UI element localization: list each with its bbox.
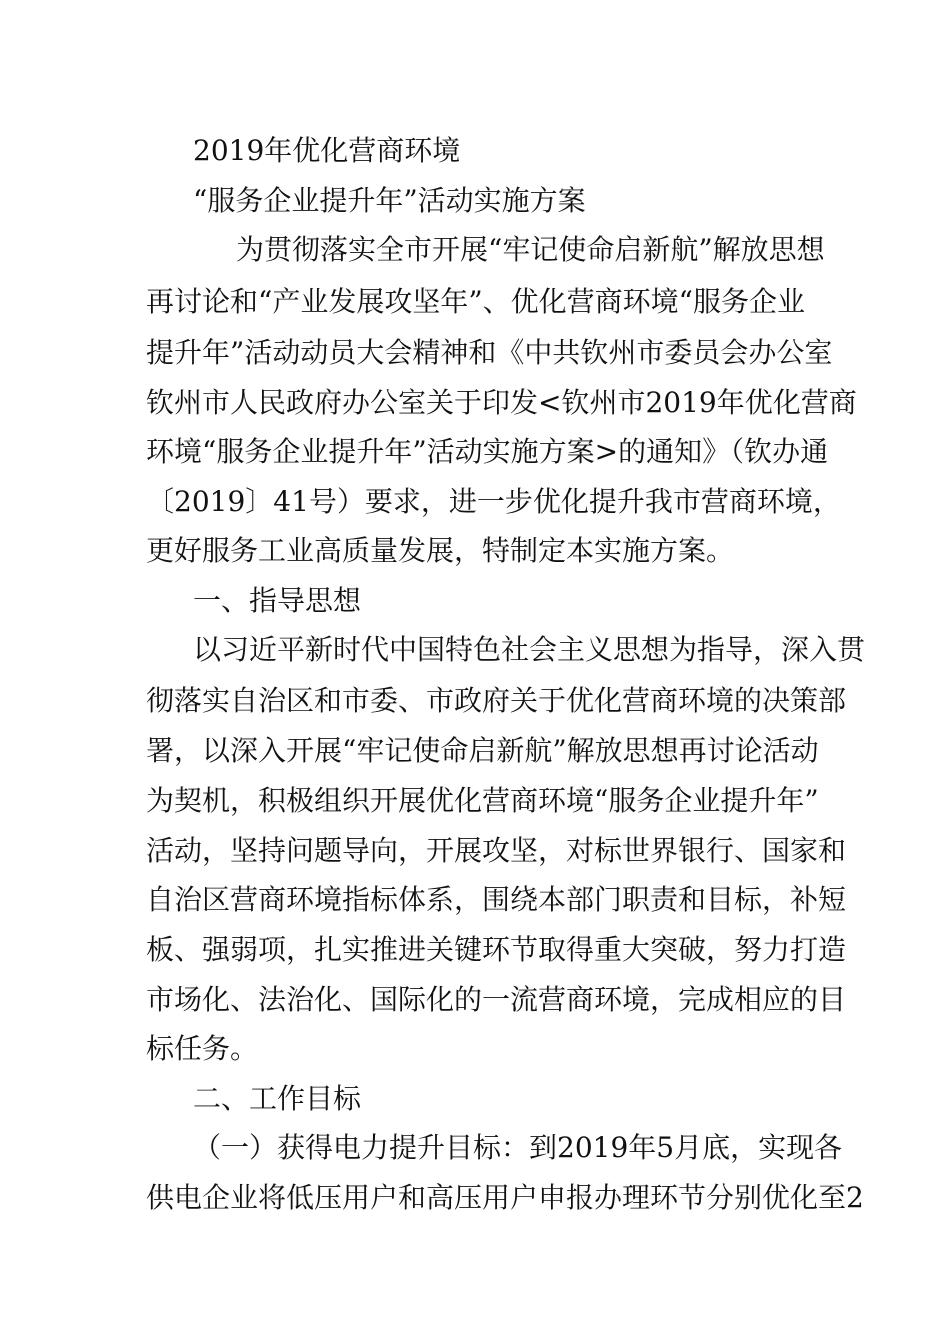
intro-line: 环境“服务企业提升年”活动实施方案>的通知》（钦办通 <box>146 435 829 468</box>
section1-line: 板、强弱项，扎实推进关键环节取得重大突破，努力打造 <box>146 933 847 966</box>
section1-line: 标任务。 <box>146 1032 259 1065</box>
intro-line: 为贯彻落实全市开展“牢记使命启新航”解放思想 <box>236 233 825 266</box>
intro-line: 提升年”活动动员大会精神和《中共钦州市委员会办公室 <box>146 336 833 369</box>
section1-line: 彻落实自治区和市委、市政府关于优化营商环境的决策部 <box>146 684 847 717</box>
title-line-2: “服务企业提升年”活动实施方案 <box>193 184 586 217</box>
intro-line: 更好服务工业高质量发展，特制定本实施方案。 <box>146 534 735 567</box>
section-heading-work-goals: 二、工作目标 <box>193 1082 362 1115</box>
section1-line: 市场化、法治化、国际化的一流营商环境，完成相应的目 <box>146 983 847 1016</box>
intro-line: 〔2019〕41号）要求，进一步优化提升我市营商环境， <box>146 485 841 518</box>
section1-line: 署，以深入开展“牢记使命启新航”解放思想再讨论活动 <box>146 734 819 767</box>
intro-line: 再讨论和“产业发展攻坚年”、优化营商环境“服务企业 <box>146 285 805 318</box>
section2-line: 供电企业将低压用户和高压用户申报办理环节分别优化至2 <box>146 1181 864 1214</box>
section1-line: 自治区营商环境指标体系，围绕本部门职责和目标，补短 <box>146 883 847 916</box>
section2-line: （一）获得电力提升目标：到2019年5月底，实现各 <box>193 1131 843 1164</box>
section-heading-guiding-ideology: 一、指导思想 <box>193 584 362 617</box>
section1-line: 以习近平新时代中国特色社会主义思想为指导，深入贯 <box>193 633 866 666</box>
section1-line: 为契机，积极组织开展优化营商环境“服务企业提升年” <box>146 784 819 817</box>
title-line-1: 2019年优化营商环境 <box>193 134 461 167</box>
intro-line: 钦州市人民政府办公室关于印发<钦州市2019年优化营商 <box>146 386 857 419</box>
section1-line: 活动，坚持问题导向，开展攻坚，对标世界银行、国家和 <box>146 834 847 867</box>
